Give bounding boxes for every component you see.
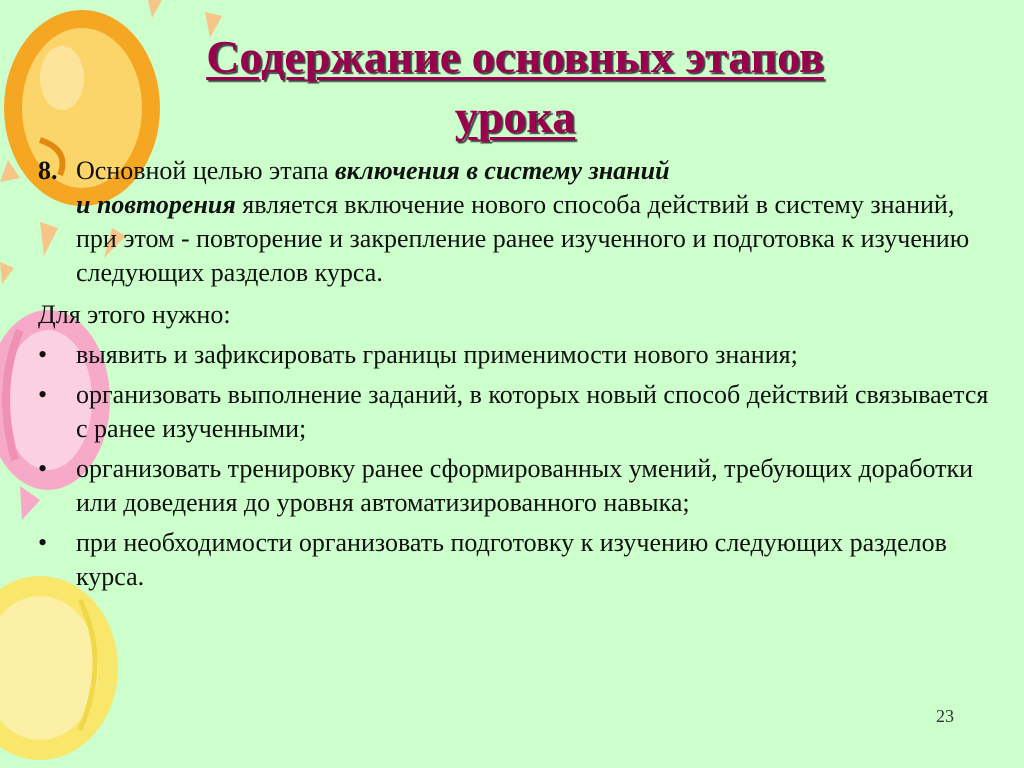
title-line-2: урока: [454, 91, 576, 142]
title-line-1: Содержание основных этапов: [206, 31, 824, 82]
bullet-icon: •: [38, 528, 48, 557]
intro-text: Для этого нужно:: [38, 300, 231, 329]
bullet-text: организовать тренировку ранее сформированных умений, требующих доработки или доведения до уровня автоматизированного навыка;: [76, 454, 974, 517]
bullet-icon: •: [38, 454, 48, 483]
slide-body: [38, 154, 998, 594]
bullet-text: организовать выполнение заданий, в которых новый способ действий связывается с ранее изученными;: [76, 380, 989, 443]
bullet-item: [38, 338, 998, 372]
item-text-start: Основной целью этапа: [76, 156, 336, 185]
bullet-item: [38, 378, 998, 446]
item-number: 8.: [38, 156, 58, 185]
item-text-end: является включение нового способа действий в систему знаний, при этом - повторение и закрепление ранее изученного и подготовка к изучению следующих разделов курса.: [76, 190, 970, 287]
bullet-item: [38, 452, 998, 520]
numbered-item: [38, 154, 998, 290]
bullet-icon: •: [38, 380, 48, 409]
bullet-icon: •: [38, 340, 48, 369]
bullet-item: [38, 526, 998, 594]
yellow-balloon: [0, 576, 118, 760]
item-emphasis-2: и повторения: [76, 190, 236, 219]
bullet-text: при необходимости организовать подготовку к изучению следующих разделов курса.: [76, 528, 947, 591]
page-number: 23: [936, 706, 954, 726]
bullet-text: выявить и зафиксировать границы применимости нового знания;: [76, 340, 798, 369]
item-emphasis-1: включения в систему знаний: [335, 156, 670, 185]
